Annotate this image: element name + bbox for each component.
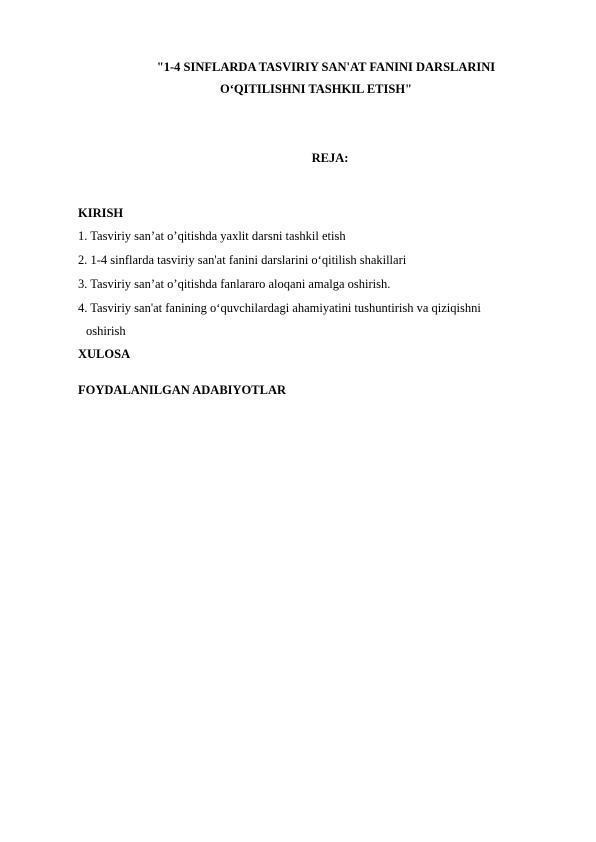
intro-heading: KIRISH	[78, 206, 124, 220]
conclusion-heading: XULOSA	[78, 347, 131, 361]
plan-item-4-continuation: oshirish	[86, 324, 126, 338]
references-heading: FOYDALANILGAN ADABIYOTLAR	[78, 383, 287, 397]
plan-item-3: 3. Tasviriy san’at o’qitishda fanlararo aloqani amalga oshirish.	[78, 277, 391, 291]
plan-heading: REJA:	[311, 151, 349, 165]
plan-item-1: 1. Tasviriy san’at o’qitishda yaxlit darsni tashkil etish	[78, 229, 346, 243]
document-title-line-1: "1-4 SINFLARDA TASVIRIY SAN'AT FANINI DARSLARINI	[156, 60, 496, 74]
document-title-line-2: O‘QITILISHNI TASHKIL ETISH"	[220, 82, 412, 96]
plan-item-2: 2. 1-4 sinflarda tasviriy san'at fanini darslarini o‘qitilish shakillari	[78, 253, 407, 267]
plan-item-4: 4. Tasviriy san'at fanining o‘quvchilardagi ahamiyatini tushuntirish va qiziqishni	[78, 301, 481, 315]
